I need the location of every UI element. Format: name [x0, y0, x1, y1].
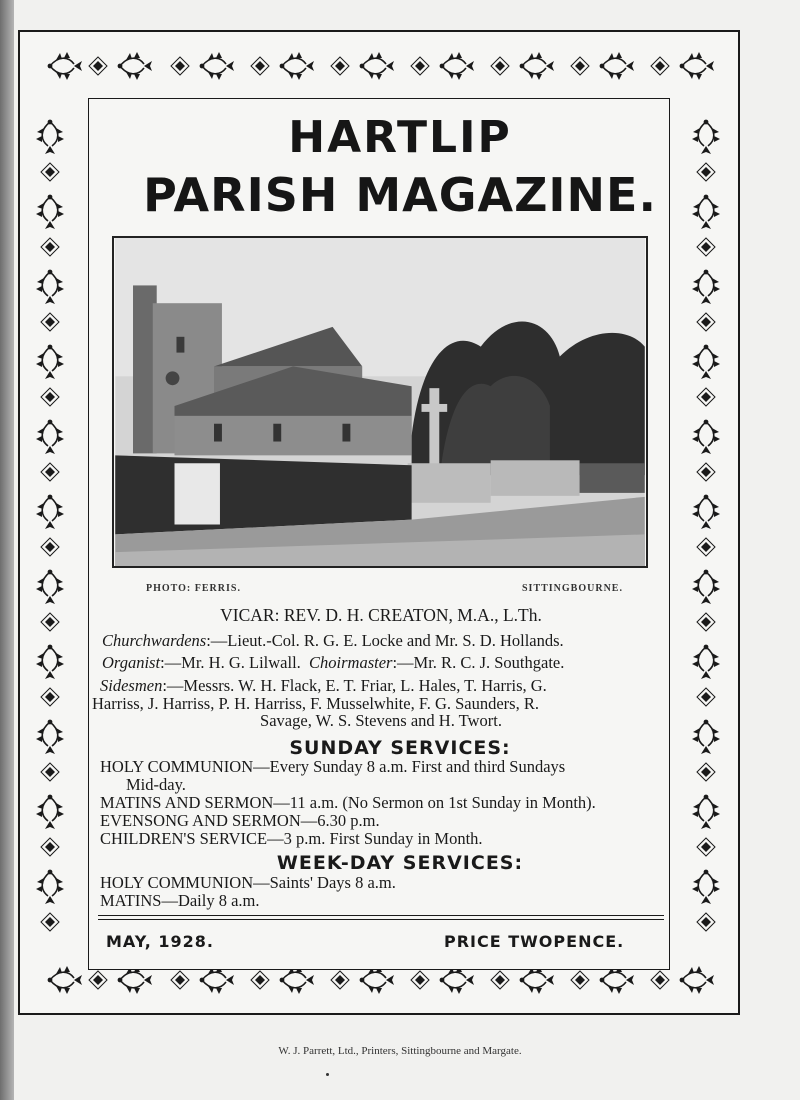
vicar-line — [96, 605, 666, 625]
sunday-hc-label: HOLY COMMUNION — [100, 757, 254, 776]
photo-location: SITTINGBOURNE. — [522, 583, 623, 594]
vicar-label: VICAR — [220, 605, 275, 625]
sunday-hc-text: —Every Sunday 8 a.m. First and third Sundays — [253, 757, 566, 776]
sidesmen-line-2: Harriss, J. Harriss, P. H. Harriss, F. Musselwhite, F. G. Saunders, R. — [92, 694, 539, 713]
sunday-services-heading: SUNDAY SERVICES: — [289, 737, 511, 759]
sunday-matins-text: —11 a.m. (No Sermon on 1st Sunday in Month). — [273, 793, 596, 812]
sunday-holy-communion — [100, 757, 670, 777]
sunday-childrens-service — [100, 829, 670, 849]
sunday-children-label: CHILDREN'S SERVICE — [100, 829, 268, 848]
printer-imprint: W. J. Parrett, Ltd., Printers, Sittingbourne and Margate. — [278, 1045, 522, 1057]
churchwardens-line — [102, 631, 672, 651]
masthead-title-line-2: PARISH MAGAZINE. — [143, 168, 657, 222]
weekday-matins-label: MATINS — [100, 891, 162, 910]
organist-label: Organist — [102, 653, 161, 672]
sunday-children-text: —3 p.m. First Sunday in Month. — [267, 829, 483, 848]
weekday-services-heading: WEEK-DAY SERVICES: — [276, 852, 524, 874]
book-spine-shadow — [0, 0, 14, 1100]
sidesmen-names-1: :—Messrs. W. H. Flack, E. T. Friar, L. Hales, T. Harris, G. — [162, 676, 547, 695]
sunday-matins — [100, 793, 670, 813]
divider-rule-2 — [98, 919, 664, 920]
weekday-matins-text: —Daily 8 a.m. — [161, 891, 260, 910]
sunday-holy-communion-cont: Mid-day. — [126, 775, 186, 794]
choirmaster-name: :—Mr. R. C. J. Southgate. — [392, 653, 565, 672]
organist-name: :—Mr. H. G. Lilwall. — [160, 653, 301, 672]
organist-line — [102, 653, 672, 673]
churchwardens-label: Churchwardens — [102, 631, 207, 650]
weekday-hc-text: —Saints' Days 8 a.m. — [253, 873, 396, 892]
weekday-holy-communion — [100, 873, 670, 893]
sunday-matins-label: MATINS AND SERMON — [100, 793, 274, 812]
vicar-name: : REV. D. H. CREATON, M.A., L.Th. — [274, 605, 542, 625]
sidesmen-label: Sidesmen — [100, 676, 163, 695]
weekday-hc-label: HOLY COMMUNION — [100, 873, 254, 892]
church-photograph — [112, 236, 648, 568]
issue-price: PRICE TWOPENCE. — [444, 932, 625, 951]
weekday-matins — [100, 891, 670, 911]
churchwardens-names: :—Lieut.-Col. R. G. E. Locke and Mr. S. D. Hollands. — [206, 631, 564, 650]
masthead-title-line-1: HARTLIP — [288, 112, 512, 163]
photo-credit: PHOTO: FERRIS. — [146, 583, 241, 594]
sunday-evensong-label: EVENSONG AND SERMON — [100, 811, 301, 830]
sunday-evensong — [100, 811, 670, 831]
issue-date: MAY, 1928. — [106, 932, 214, 951]
paper-speck — [326, 1073, 329, 1076]
divider-rule-1 — [98, 915, 664, 916]
choirmaster-label: Choirmaster — [309, 653, 393, 672]
sunday-evensong-text: —6.30 p.m. — [300, 811, 380, 830]
sidesmen-line-3: Savage, W. S. Stevens and H. Twort. — [260, 711, 502, 730]
sidesmen-line-1 — [100, 676, 670, 696]
